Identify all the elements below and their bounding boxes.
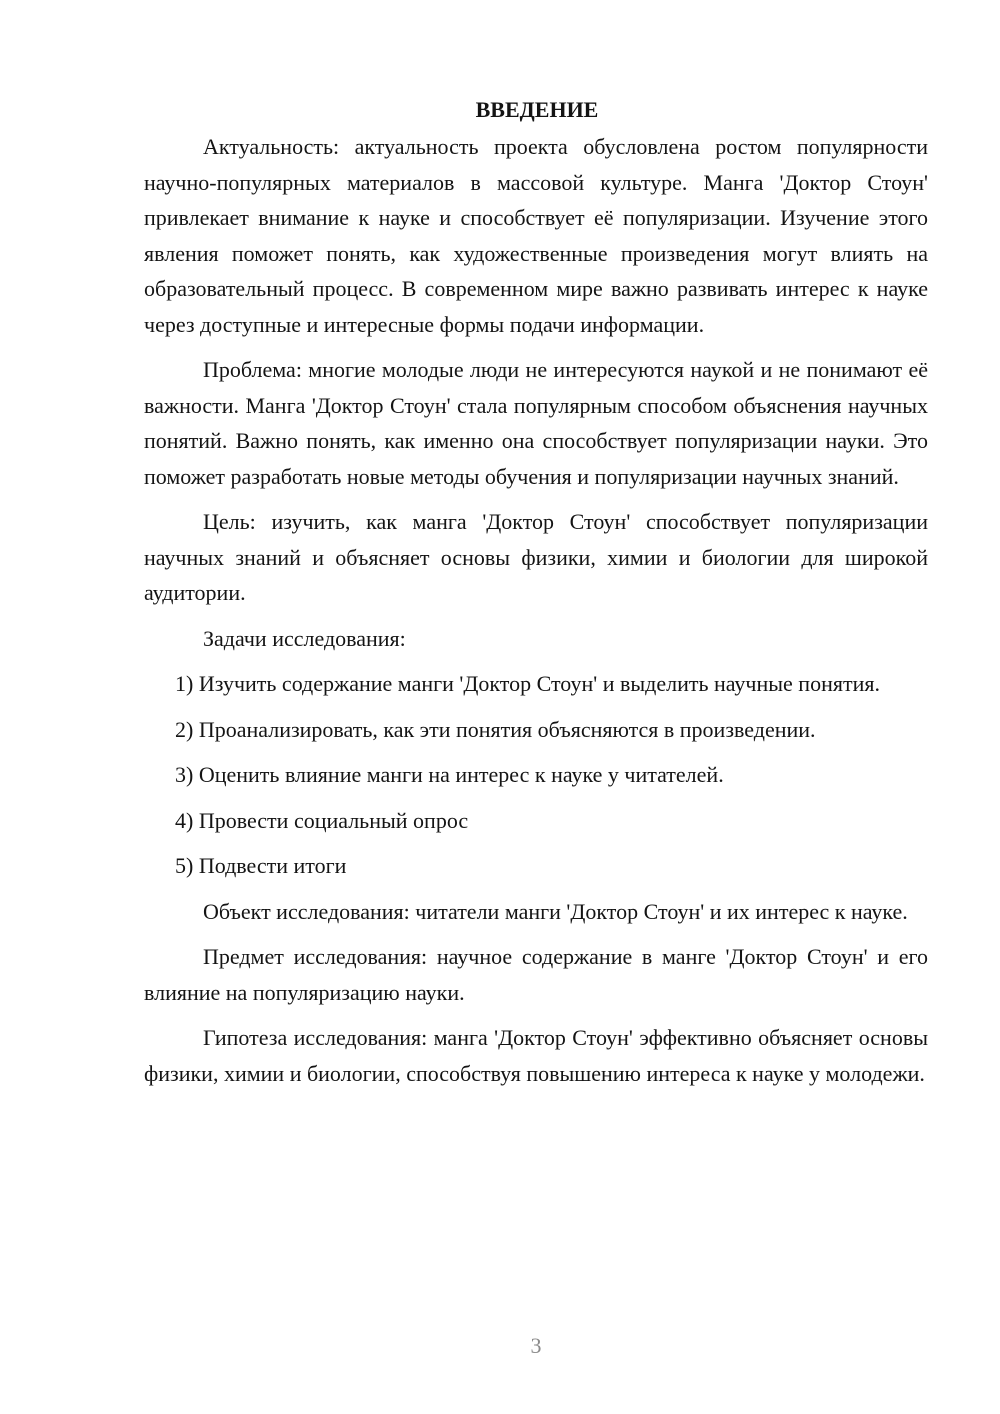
page-content [144,92,928,1101]
tasks-heading: Задачи исследования: [203,625,406,651]
task-item-2: 2) Проанализировать, как эти понятия объясняются в произведении. [175,716,816,742]
problem-paragraph: Проблема: многие молодые люди не интересуются наукой и не понимают её важности. Манга 'Доктор Стоун' стала популярным способом объяснения научных понятий. Важно понять, как именно она способствует популяризации науки. Это поможет разработать новые методы обучения и популяризации научных знаний. [144,357,928,489]
page-number: 3 [530,1333,542,1358]
section-title: ВВЕДЕНИЕ [475,97,599,122]
relevance-paragraph: Актуальность: актуальность проекта обусловлена ростом популярности научно-популярных материалов в массовой культуре. Манга 'Доктор Стоун' привлекает внимание к науке и способствует её популяризации. Изучение этого явления поможет понять, как художественные произведения могут влиять на образовательный процесс. В современном мире важно развивать интерес к науке через доступные и интересные формы подачи информации. [144,134,928,337]
task-item-3: 3) Оценить влияние манги на интерес к науке у читателей. [175,762,724,787]
task-item-1: 1) Изучить содержание манги 'Доктор Стоун' и выделить научные понятия. [175,671,880,696]
hypothesis-paragraph: Гипотеза исследования: манга 'Доктор Стоун' эффективно объясняет основы физики, химии и биологии, способствуя повышению интереса к науке у молодежи. [144,1025,928,1086]
subject-paragraph: Предмет исследования: научное содержание в манге 'Доктор Стоун' и его влияние на популяризацию науки. [144,944,928,1005]
task-item-4: 4) Провести социальный опрос [175,807,469,833]
task-item-5: 5) Подвести итоги [175,853,347,878]
object-paragraph: Объект исследования: читатели манги 'Доктор Стоун' и их интерес к науке. [203,898,908,924]
goal-paragraph: Цель: изучить, как манга 'Доктор Стоун' способствует популяризации научных знаний и объясняет основы физики, химии и биологии для широкой аудитории. [144,509,928,605]
